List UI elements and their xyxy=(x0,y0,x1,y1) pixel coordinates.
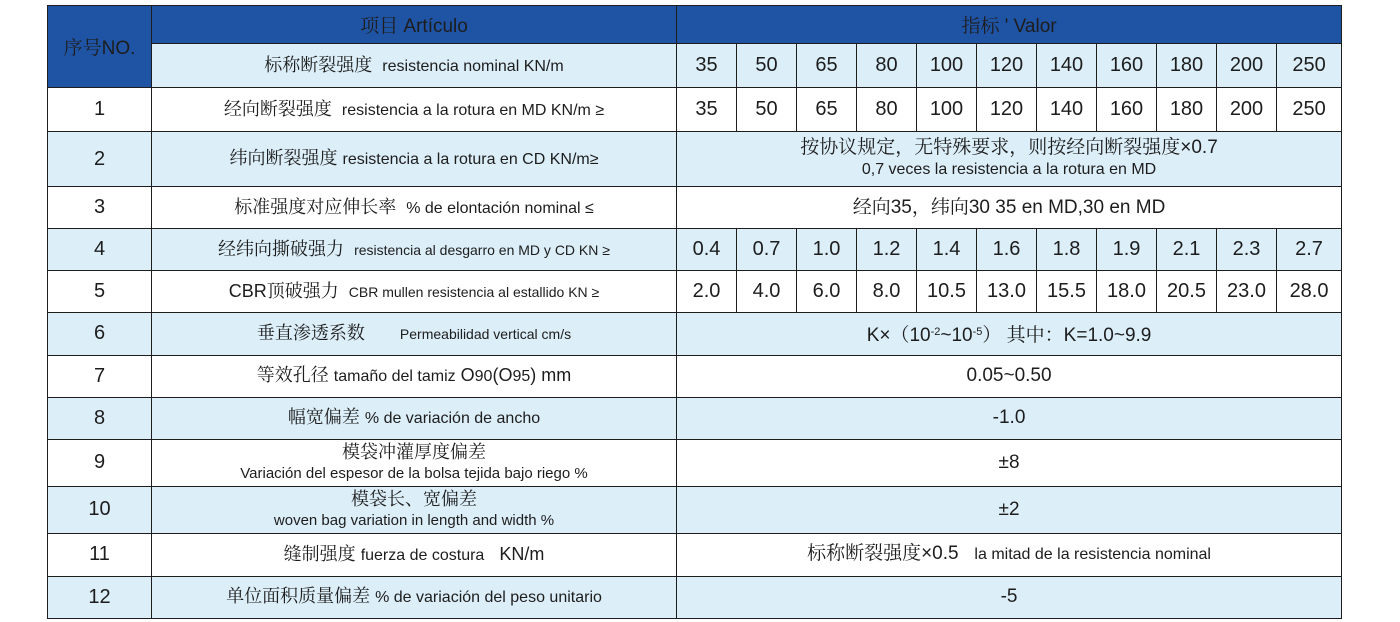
table-row xyxy=(48,439,1342,486)
nominal-label-es: resistencia nominal KN/m xyxy=(382,57,564,75)
row-label-unit: KN/m xyxy=(499,543,545,564)
row-value: 6.0 xyxy=(797,271,857,313)
row-value: 35 xyxy=(677,88,737,132)
row-label xyxy=(152,486,677,533)
row-value: 100 xyxy=(917,88,977,132)
row-label xyxy=(152,533,677,576)
row-number: 8 xyxy=(48,397,152,439)
row-value: 2.0 xyxy=(677,271,737,313)
nominal-value: 65 xyxy=(797,44,857,88)
row-value: 1.0 xyxy=(797,229,857,271)
row-value: 18.0 xyxy=(1097,271,1157,313)
nominal-value: 50 xyxy=(737,44,797,88)
row-label-cn: 纬向断裂强度 xyxy=(229,148,338,169)
row-value-cn: 按协议规定，无特殊要求，则按经向断裂强度×0.7 xyxy=(800,137,1218,159)
nominal-row xyxy=(48,44,1342,88)
nominal-value: 180 xyxy=(1157,44,1217,88)
table-row xyxy=(48,229,1342,271)
permeability-exp1: -2 xyxy=(930,325,941,338)
row-value: 180 xyxy=(1157,88,1217,132)
table-row xyxy=(48,397,1342,439)
permeability-exp2: -5 xyxy=(972,325,983,338)
table-row xyxy=(48,271,1342,313)
row-value: 250 xyxy=(1277,88,1342,132)
table-row xyxy=(48,132,1342,187)
row-label xyxy=(152,397,677,439)
row-number: 12 xyxy=(48,576,152,618)
row-label-cn: 模袋冲灌厚度偏差 xyxy=(342,441,486,462)
aperture-o90: O90 xyxy=(460,365,493,386)
row-value: 80 xyxy=(857,88,917,132)
row-label xyxy=(152,313,677,355)
row-value-es: la mitad de la resistencia nominal xyxy=(974,546,1211,564)
nominal-label xyxy=(152,44,677,88)
row-label-es: fuerza de costura xyxy=(360,546,485,564)
nominal-value: 160 xyxy=(1097,44,1157,88)
row-value: 4.0 xyxy=(737,271,797,313)
row-label xyxy=(152,229,677,271)
row-label-es: resistencia a la rotura en CD KN/m≥ xyxy=(342,151,599,169)
nominal-value: 35 xyxy=(677,44,737,88)
row-label-es: resistencia a la rotura en MD KN/m ≥ xyxy=(341,101,605,119)
row-value: 20.5 xyxy=(1157,271,1217,313)
table-row xyxy=(48,313,1342,355)
row-label xyxy=(152,355,677,397)
table-row xyxy=(48,355,1342,397)
table-row xyxy=(48,533,1342,576)
row-label xyxy=(152,88,677,132)
row-label-cn: 缝制强度 xyxy=(283,543,356,564)
permeability-suffix: ） 其中：K=1.0~9.9 xyxy=(982,324,1152,346)
row-value: 2.7 xyxy=(1277,229,1342,271)
row-label-es: woven bag variation in length and width % xyxy=(273,511,555,529)
aperture-o95: (O95) mm xyxy=(492,365,572,386)
row-number: 10 xyxy=(48,486,152,533)
row-label-cn: 单位面积质量偏差 xyxy=(226,586,371,607)
row-number: 11 xyxy=(48,533,152,576)
row-value: 1.2 xyxy=(857,229,917,271)
row-number: 7 xyxy=(48,355,152,397)
row-value: 8.0 xyxy=(857,271,917,313)
row-value-es: 0,7 veces la resistencia a la rotura en MD xyxy=(861,161,1157,179)
row-number: 4 xyxy=(48,229,152,271)
row-number: 6 xyxy=(48,313,152,355)
row-value: 160 xyxy=(1097,88,1157,132)
row-label-cn: 标准强度对应伸长率 xyxy=(234,196,397,217)
row-label-es: % de variación de ancho xyxy=(364,410,541,428)
row-number: 9 xyxy=(48,439,152,486)
row-value-merged: -1.0 xyxy=(677,397,1342,439)
row-label xyxy=(152,132,677,187)
row-value: 23.0 xyxy=(1217,271,1277,313)
row-value-merged: 0.05~0.50 xyxy=(677,355,1342,397)
row-value: 120 xyxy=(977,88,1037,132)
row-label-cn: 幅宽偏差 xyxy=(287,407,360,428)
row-value: 2.1 xyxy=(1157,229,1217,271)
nominal-value: 80 xyxy=(857,44,917,88)
row-label-es: Permeabilidad vertical cm/s xyxy=(399,325,572,342)
row-value: 50 xyxy=(737,88,797,132)
row-value-merged: -5 xyxy=(677,576,1342,618)
row-label-es: resistencia al desgarro en MD y CD KN ≥ xyxy=(354,241,610,258)
row-value: 0.4 xyxy=(677,229,737,271)
row-label-cn: 经向断裂强度 xyxy=(223,98,332,119)
row-number: 3 xyxy=(48,187,152,229)
row-label xyxy=(152,187,677,229)
row-label-cn: 经纬向撕破强力 xyxy=(218,238,345,259)
table-row xyxy=(48,187,1342,229)
row-value: 15.5 xyxy=(1037,271,1097,313)
row-label-es: % de variación del peso unitario xyxy=(375,589,602,607)
row-value-merged: 经向35，纬向30 35 en MD,30 en MD xyxy=(677,187,1342,229)
table-row xyxy=(48,576,1342,618)
row-label-es: CBR mullen resistencia al estallido KN ≥ xyxy=(348,283,600,300)
row-label-cn: 等效孔径 xyxy=(256,365,329,386)
row-number: 2 xyxy=(48,132,152,187)
row-value-merged: ±8 xyxy=(677,439,1342,486)
table-row xyxy=(48,486,1342,533)
row-value-cn: 标称断裂强度×0.5 xyxy=(807,543,959,565)
row-value-merged: ±2 xyxy=(677,486,1342,533)
row-value-merged xyxy=(677,132,1342,187)
spec-table xyxy=(47,5,1342,619)
permeability-mid: ~10 xyxy=(940,324,973,346)
nominal-value: 100 xyxy=(917,44,977,88)
row-label-es: % de elontación nominal ≤ xyxy=(406,199,594,217)
row-label-es: tamaño del tamiz xyxy=(333,368,456,386)
row-value: 140 xyxy=(1037,88,1097,132)
row-value-merged xyxy=(677,533,1342,576)
table-row xyxy=(48,88,1342,132)
row-value: 10.5 xyxy=(917,271,977,313)
nominal-value: 140 xyxy=(1037,44,1097,88)
row-value: 1.8 xyxy=(1037,229,1097,271)
row-value-merged xyxy=(677,313,1342,355)
nominal-value: 250 xyxy=(1277,44,1342,88)
header-row xyxy=(48,6,1342,44)
row-value: 200 xyxy=(1217,88,1277,132)
row-number: 1 xyxy=(48,88,152,132)
row-value: 28.0 xyxy=(1277,271,1342,313)
row-value: 1.9 xyxy=(1097,229,1157,271)
header-no: 序号NO. xyxy=(48,6,152,88)
row-value: 65 xyxy=(797,88,857,132)
header-item: 项目 Artículo xyxy=(152,6,677,44)
row-label-cn: 垂直渗透系数 xyxy=(256,322,365,343)
row-value: 13.0 xyxy=(977,271,1037,313)
permeability-prefix: K×（10 xyxy=(866,324,931,346)
row-label xyxy=(152,576,677,618)
row-label-cn: CBR顶破强力 xyxy=(228,280,339,301)
row-value: 0.7 xyxy=(737,229,797,271)
nominal-value: 120 xyxy=(977,44,1037,88)
header-value: 指标 ' Valor xyxy=(677,6,1342,44)
nominal-value: 200 xyxy=(1217,44,1277,88)
row-label xyxy=(152,439,677,486)
row-value: 2.3 xyxy=(1217,229,1277,271)
row-label-cn: 模袋长、宽偏差 xyxy=(351,488,477,509)
row-number: 5 xyxy=(48,271,152,313)
row-value: 1.4 xyxy=(917,229,977,271)
row-label xyxy=(152,271,677,313)
row-value: 1.6 xyxy=(977,229,1037,271)
row-label-es: Variación del espesor de la bolsa tejida bajo riego % xyxy=(240,464,588,482)
nominal-label-cn: 标称断裂强度 xyxy=(264,54,373,75)
